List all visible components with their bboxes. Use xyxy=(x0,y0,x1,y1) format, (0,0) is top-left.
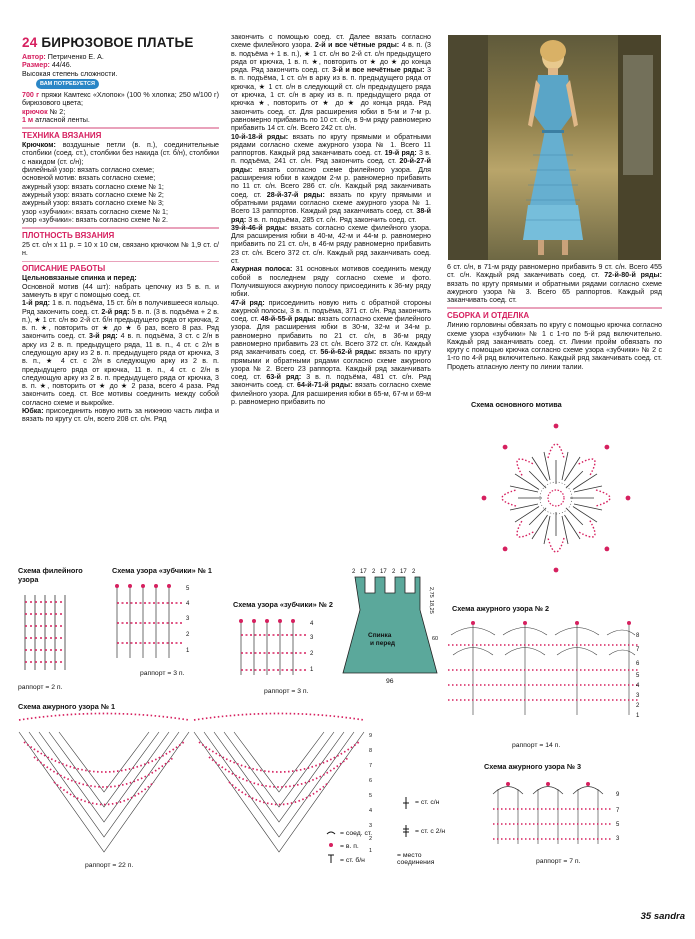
svg-text:9: 9 xyxy=(369,733,373,739)
svg-text:17: 17 xyxy=(360,569,367,575)
page-number: 35 sandra xyxy=(640,911,685,922)
svg-text:1: 1 xyxy=(636,713,640,719)
author-label: Автор: xyxy=(22,53,46,61)
technique-line: ажурный узор: вязать согласно схеме № 1; xyxy=(22,182,164,191)
svg-text:6: 6 xyxy=(636,661,640,667)
svg-text:2: 2 xyxy=(392,569,396,575)
svg-text:и перед: и перед xyxy=(370,640,396,647)
technique-line: узор «зубчики»: вязать согласно схеме № 1; xyxy=(22,207,168,216)
size-label: Размер: xyxy=(22,61,50,70)
technique-heading: ТЕХНИКА ВЯЗАНИЯ xyxy=(22,130,102,140)
lace2-diagram xyxy=(443,615,643,725)
lace2-repeat: раппорт = 14 п. xyxy=(512,742,561,749)
column-1 xyxy=(22,53,219,424)
author: Петриченко Е. А. xyxy=(47,53,104,61)
technique-line: ажурный узор: вязать согласно схеме № 2; xyxy=(22,190,164,199)
svg-text:17: 17 xyxy=(380,569,387,575)
svg-text:5: 5 xyxy=(369,793,373,799)
technique-line: основной мотив: вязать согласно схеме; xyxy=(22,174,156,183)
dress-bottom-dim: 96 xyxy=(386,678,394,685)
lace2-caption: Схема ажурного узора № 2 xyxy=(452,604,550,613)
svg-text:3: 3 xyxy=(310,635,314,641)
svg-text:2: 2 xyxy=(412,569,416,575)
teeth1-repeat: раппорт = 3 п. xyxy=(140,670,185,677)
lace3-caption: Схема ажурного узора № 3 xyxy=(484,762,582,771)
lace1-caption: Схема ажурного узора № 1 xyxy=(18,702,116,711)
assembly-text: Линию горловины обвязать по кругу с помощью крючка согласно схеме узора «зубчики» № 1 с 1-го по 5-й ряд включительно. Каждый ряд заканчивать соед. ст. Линии пройм обвязать по кругу с помощью крючка согласно схеме узора «зубчики» № 2 с 1-го по 4-й ряд включительно. Каждый ряд заканчивать соед. ст. Продеть атласную ленту по линии талии. xyxy=(447,321,662,371)
svg-text:4: 4 xyxy=(310,621,314,627)
pattern-number: 24 xyxy=(22,35,38,50)
svg-text:2: 2 xyxy=(352,569,356,575)
svg-text:4: 4 xyxy=(369,808,373,814)
density-text: 25 ст. с/н х 11 р. = 10 х 10 см, связано крючком № 1,9 ст. с/н. xyxy=(22,240,219,258)
column-3 xyxy=(447,263,662,371)
svg-text:7: 7 xyxy=(616,808,620,814)
svg-text:1: 1 xyxy=(369,848,373,854)
pattern-title: БИРЮЗОВОЕ ПЛАТЬЕ xyxy=(41,35,194,50)
svg-text:18,25: 18,25 xyxy=(428,600,434,614)
technique-line: узор «зубчики»: вязать согласно схеме № 2. xyxy=(22,215,168,224)
technique-hook: Крючком: воздушные петли (в. п.), соединительные столбики (соед. ст.), столбики без накида (ст. б/н), столбики с накидом (ст. с/н); xyxy=(22,141,219,166)
legend-slip: = соед. ст. xyxy=(340,830,373,837)
svg-text:3: 3 xyxy=(636,693,640,699)
svg-text:1: 1 xyxy=(186,648,190,654)
svg-text:1: 1 xyxy=(310,667,314,673)
filet-caption: Схема филейного узора xyxy=(18,566,83,584)
svg-text:2,75: 2,75 xyxy=(428,587,434,598)
svg-text:5: 5 xyxy=(636,673,640,679)
col2-text: закончить с помощью соед. ст. Далее вязать согласно схеме филейного узора. 2-й и все чётные ряды: 4 в. п. (3 в. подъёма + 1 в. п.), ★ 1 ст. с/н во 2-й ст. с/н предыдущего ряда от крючка, 1 в. п. ★, повторить от ★ до ★ до конца ряда. Ряд закончить соед. ст. 3-й и все нечётные ряды: 3 в. п. подъёма, 1 ст. с/н в арку из в. п. предыдущего ряда от крючка, ★ 1 ст. с/н в следующий ст. с/н предыдущего ряда от крючка, 1 ст. с/н в арку из в. п. предыдущего ряда от крючка ★, повторить от ★ до ★ до конца ряда. Ряд закончить соед. ст. Для расширения юбки в 5-м и 7-м р. равномерно прибавить по 10 ст. с/н, в 9-м ряду равномерно прибавить 14 ст. с/н. Всего 242 ст. с/н. xyxy=(231,33,432,133)
svg-text:4: 4 xyxy=(186,601,190,607)
description-intro: Основной мотив (44 шт): набрать цепочку из 5 в. п. и замкнуть в круг с помощью соед. ст. xyxy=(22,282,219,299)
difficulty: Высокая степень сложности. xyxy=(22,69,118,78)
svg-text:6: 6 xyxy=(369,778,373,784)
legend-sc: = ст. б/н xyxy=(340,857,365,864)
svg-text:5: 5 xyxy=(616,822,620,828)
teeth1-diagram xyxy=(112,578,197,663)
legend-tr: = ст. с 2/н xyxy=(415,828,446,835)
svg-text:7: 7 xyxy=(636,647,640,653)
teeth2-repeat: раппорт = 3 п. xyxy=(264,688,309,695)
col2-text: 47-й ряд: присоединить новую нить с обратной стороны ажурной полосы, 3 в. п. подъёма, 371 ст. с/н. Ряд закончить соед. ст. 48-й-55-й ряды: вязать согласно схеме филейного узора. Для расширения юбки в 30-м, 32-м и 34-м р. равномерно прибавить по 21 ст. с/н, в 36-м ряду равномерно прибавить 23 ст. с/н. Всего 372 ст. с/н. Каждый ряд заканчивать соед. ст. 56-й-62-й ряды: вязать по кругу прямыми и обратными рядами согласно схеме ажурного узора № 2. Всего 23 раппорта. Каждый ряд заканчивать соед. ст. 63-й ряд: 3 в. п. подъёма, 481 ст. с/н. Ряд закончить соед. ст. 64-й-71-й ряды: вязать согласно схеме филейного узора. Для расширения юбки в 65-м, 67-м и 69-м р. равномерно прибавить по xyxy=(231,298,431,407)
page-title xyxy=(22,35,194,50)
dress-schematic xyxy=(340,565,440,680)
dress-photo xyxy=(448,35,661,260)
svg-text:9: 9 xyxy=(616,792,620,798)
col2-text: 10-й-18-й ряды: вязать по кругу прямыми и обратными рядами согласно схеме ажурного узора № 1. Всего 11 раппортов. Каждый ряд заканчивать соед. ст. 19-й ряд: 3 в. п. подъёма, 241 ст. с/н. Ряд закончить соед. ст. 20-й-27-й ряды: вязать согласно схеме филейного узора. Для расширения юбки в каждом 2-м р. равномерно прибавить по 11 ст. с/н. Всего 286 ст. с/н. Каждый ряд заканчивать соед. ст. 28-й-37-й ряды: вязать по кругу прямыми и обратными рядами согласно схеме ажурного узора № 1. Всего 13 раппортов. Каждый ряд заканчивать соед. ст. 38-й ряд: 3 в. п. подъёма, 285 ст. с/н. Ряд закончить соед. ст. xyxy=(231,132,431,224)
density-heading: ПЛОТНОСТЬ ВЯЗАНИЯ xyxy=(22,230,115,240)
description-subheading: Цельновязаные спинка и перед: xyxy=(22,274,137,283)
technique-line: филейный узор: вязать согласно схеме; xyxy=(22,166,155,175)
svg-text:2: 2 xyxy=(636,703,640,709)
legend-chain: = в. п. xyxy=(340,843,359,850)
svg-text:7: 7 xyxy=(369,763,373,769)
materials-badge: ВАМ ПОТРЕБУЕТСЯ xyxy=(36,79,99,89)
size: 44/46. xyxy=(51,61,72,70)
legend-symbols-2 xyxy=(400,795,412,840)
svg-text:4: 4 xyxy=(636,683,640,689)
materials-yarn: 700 г пряжи Камтекс «Хлопок» (100 % хлопка; 250 м/100 г) бирюзового цвета; xyxy=(22,91,219,108)
teeth2-diagram xyxy=(236,615,321,680)
main-motif-caption: Схема основного мотива xyxy=(471,400,562,409)
description-row-1: 1-й ряд: 1 в. п. подъёма, 15 ст. б/н в получившееся кольцо. Ряд закончить соед. ст. 2-й ряд: 5 в. п. (3 в. подъёма + 2 в. п.), ★ 1 ст. с/н во 2-й ст. б/н предыдущего ряда от крючка, 2 в. п. ★, повторить от ★ до ★ 6 раз, всего 8 раз. Ряд закончить соед. ст. 3-й ряд: 4 в. п. подъёма, 3 ст. с 2/н в арку из 2 в. п. предыдущего ряда, 11 в. п., 4 ст. с 2/н в следующую арку из 2 в. п. предыдущего ряда от крючка, 3 в. п., ★ 4 ст. с 2/н в следующую арку из 2 в. п. предыдущего ряда от крючка, 11 в. п., 4 ст. с 2/н в следующую арку из 2 в. п. предыдущего ряда от крючка, 3 в. п. ★, повторить от ★ до ★ 2 раза, всего 4 раза. Ряд закончить соед. ст. Все мотивы соединить между собой согласно схеме и выкройке. xyxy=(22,299,220,407)
filet-repeat: раппорт = 2 п. xyxy=(18,684,63,691)
svg-text:17: 17 xyxy=(400,569,407,575)
svg-text:8: 8 xyxy=(636,633,640,639)
description-heading: ОПИСАНИЕ РАБОТЫ xyxy=(22,264,106,274)
legend-join: = место соединения xyxy=(397,852,435,866)
svg-text:3: 3 xyxy=(369,823,373,829)
lace1-repeat: раппорт = 22 п. xyxy=(85,862,134,869)
legend-symbols xyxy=(325,830,337,870)
svg-text:3: 3 xyxy=(186,616,190,622)
svg-text:3: 3 xyxy=(616,836,620,842)
materials-ribbon: 1 м атласной ленты. xyxy=(22,116,90,125)
teeth2-caption: Схема узора «зубчики» № 2 xyxy=(233,600,333,609)
col3-text: 6 ст. с/н, в 71-м ряду равномерно прибавить 9 ст. с/н. Всего 455 ст. с/н. Каждый ряд заканчивать соед. ст. 72-й-80-й ряды: вязать по кругу прямыми и обратными рядами согласно схеме ажурного узора № 3. Всего 65 раппортов. Каждый ряд заканчивать соед. ст. xyxy=(447,263,662,305)
svg-text:Спинка: Спинка xyxy=(368,632,392,639)
assembly-heading: СБОРКА И ОТДЕЛКА xyxy=(447,310,530,320)
col2-text: 39-й-46-й ряды: вязать согласно схеме филейного узора. Для расширения юбки в 40-м, 42-м и 44-м р. равномерно прибавить по 21 ст. с/н, в 46-м ряду равномерно прибавить 23 ст. с/н. Всего 372 ст. с/н. Каждый ряд заканчивать соед. ст. xyxy=(231,223,431,266)
svg-text:60: 60 xyxy=(432,636,439,642)
svg-text:2: 2 xyxy=(372,569,376,575)
lace3-repeat: раппорт = 7 п. xyxy=(536,858,581,865)
svg-text:2: 2 xyxy=(186,632,190,638)
svg-text:2: 2 xyxy=(369,836,373,842)
svg-text:5: 5 xyxy=(186,586,190,592)
column-2 xyxy=(231,33,431,406)
svg-text:2: 2 xyxy=(310,651,314,657)
filet-diagram xyxy=(20,590,70,675)
teeth1-caption: Схема узора «зубчики» № 1 xyxy=(112,566,212,575)
description-skirt: Юбка: присоединить новую нить за нижнюю часть лифа и вязать по кругу ст. с/н, всего 208 ст. с/н. Ряд xyxy=(22,407,219,424)
col2-text: Ажурная полоса: 31 основных мотивов соединить между собой в последнем ряду согласно схеме и фото. Получившуюся ажурную полосу присоединить к 36-му ряду юбки. xyxy=(231,265,431,299)
materials-hook: крючок № 2; xyxy=(22,107,66,116)
svg-text:8: 8 xyxy=(369,748,373,754)
lace3-diagram xyxy=(488,774,628,854)
legend-dc: = ст. с/н xyxy=(415,799,440,806)
technique-line: ажурный узор: вязать согласно схеме № 3; xyxy=(22,199,164,208)
main-motif-diagram xyxy=(476,410,636,580)
